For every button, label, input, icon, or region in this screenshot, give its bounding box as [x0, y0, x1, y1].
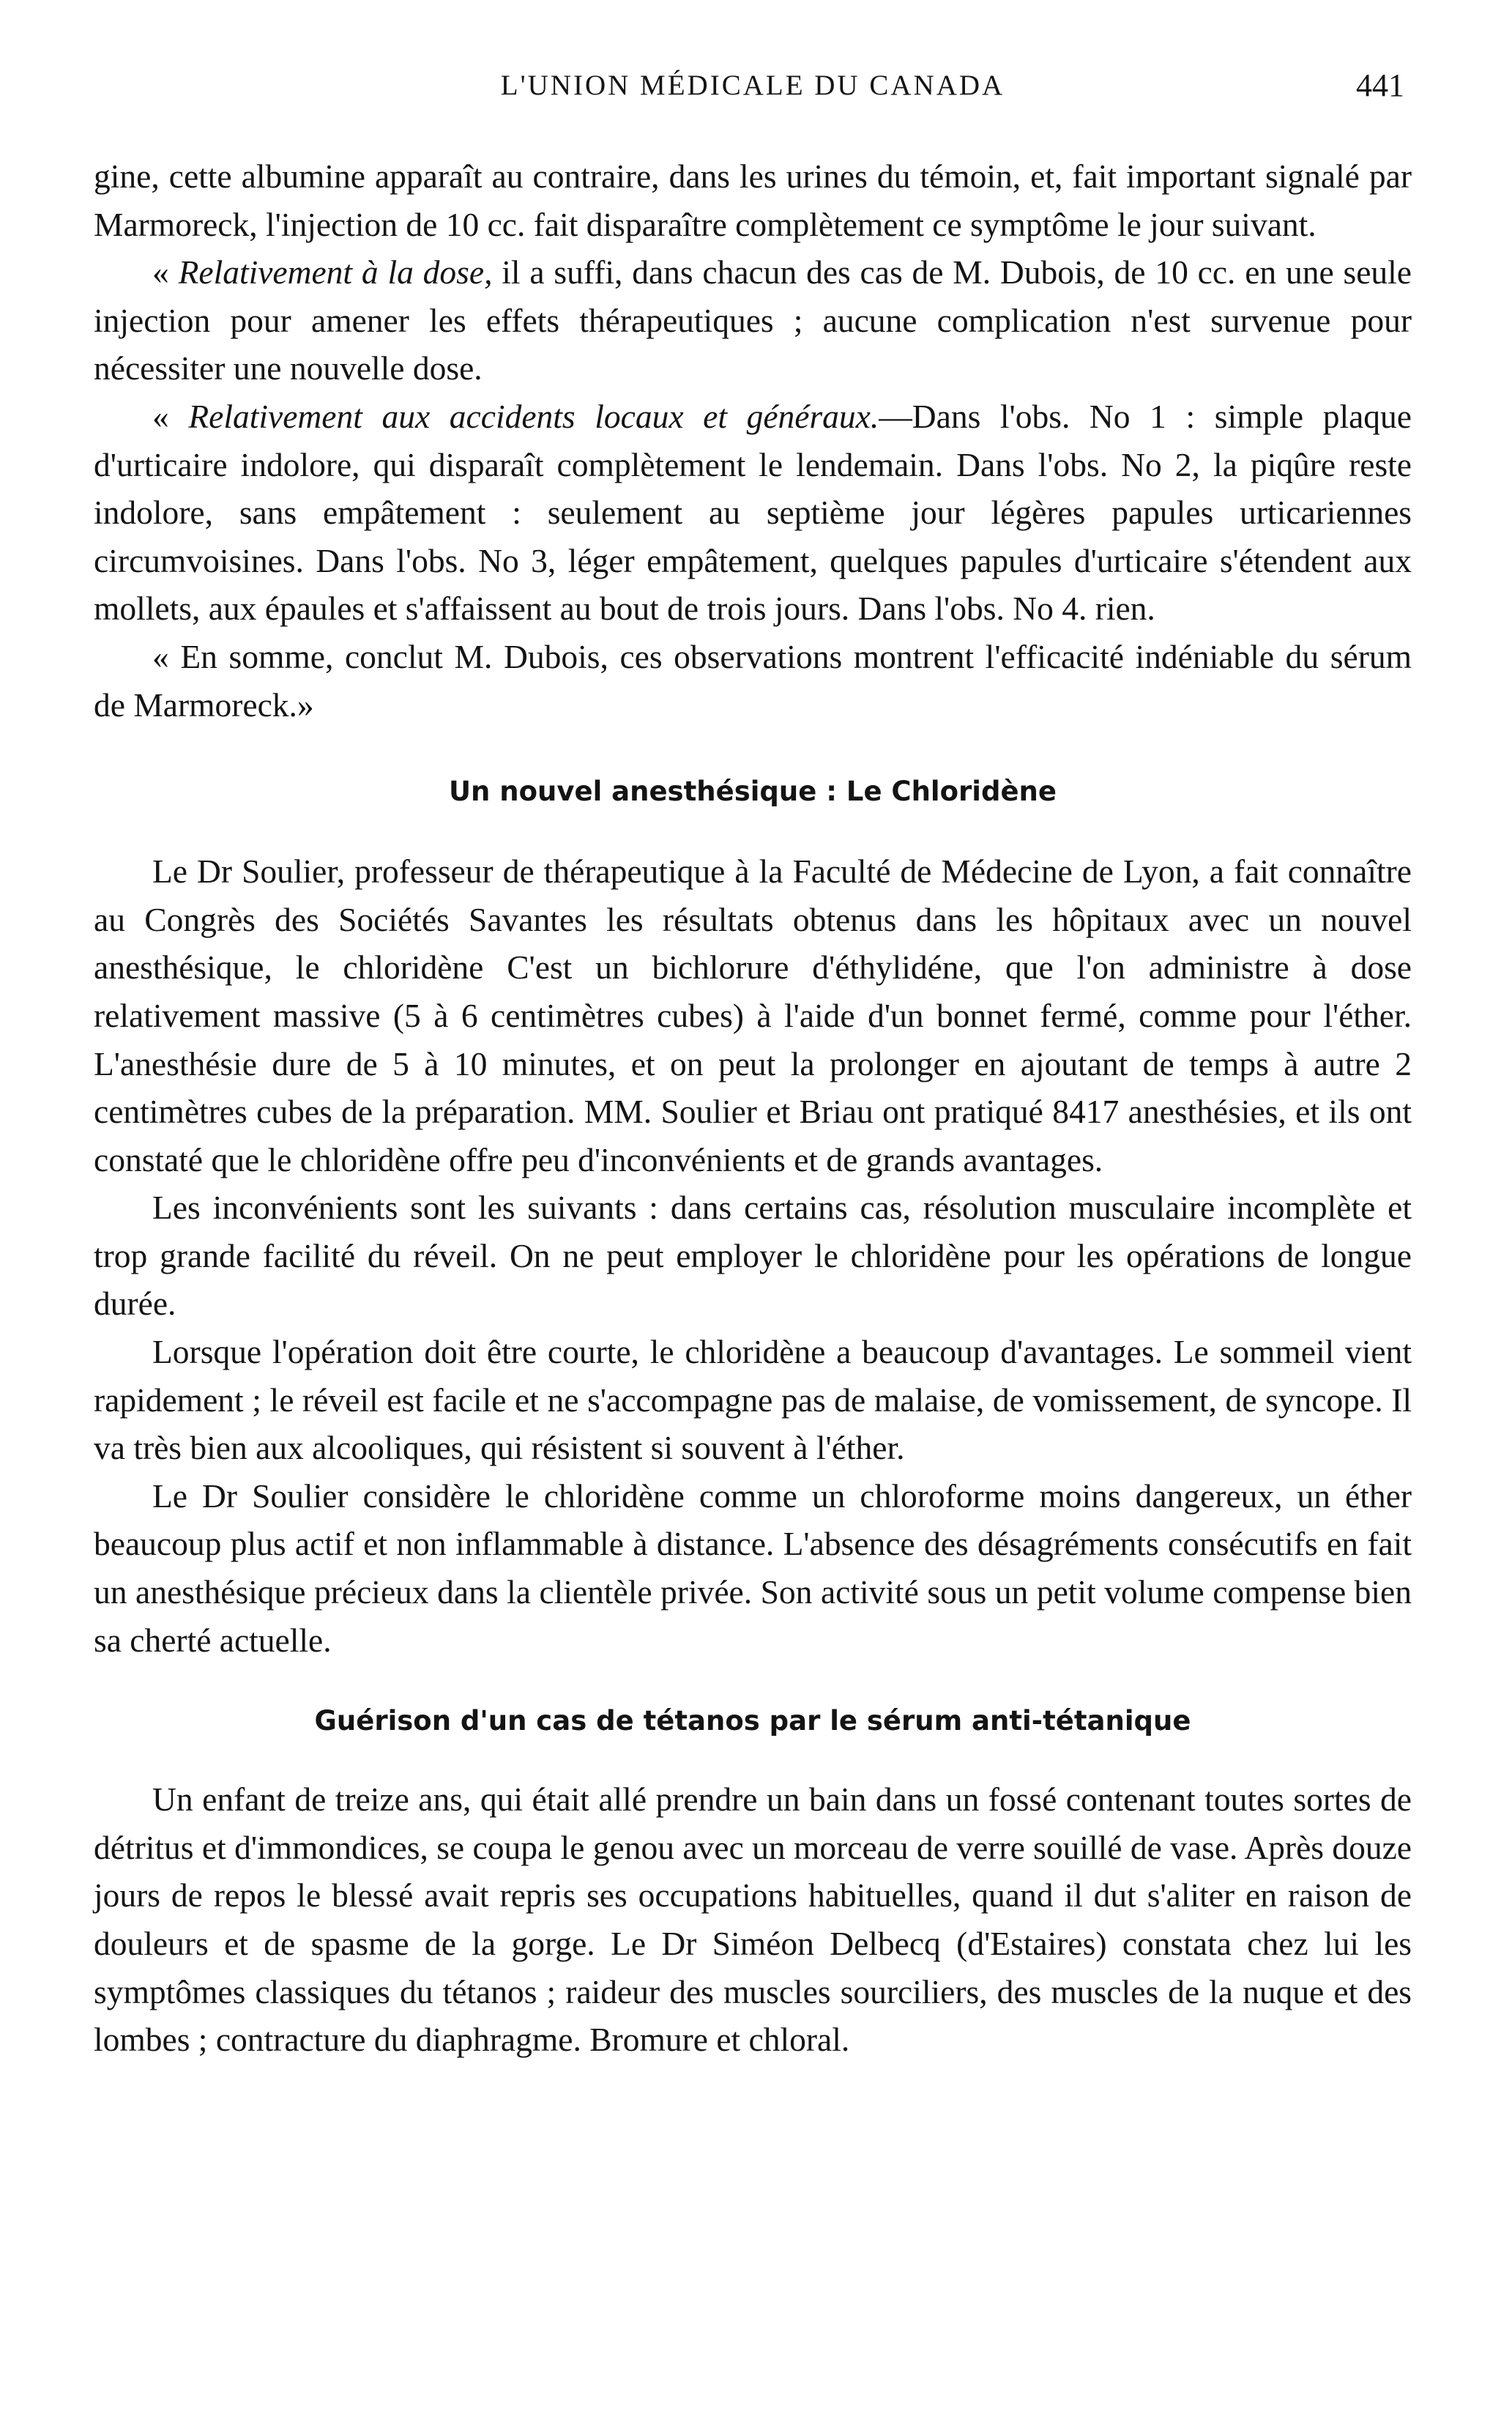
- paragraph: [94, 1184, 1412, 1328]
- text-run: il a suffi, dans chacun des cas de M. Dubois, de 10 cc. en une seule injection pour amener les effets thérapeutiques ; aucune complication n'est survenue pour nécessiter une nouvelle dose.: [94, 253, 1412, 387]
- section-heading: Un nouvel anesthésique : Le Chloridène: [449, 776, 1057, 808]
- paragraph: [94, 1775, 1412, 2064]
- page-number: 441: [1356, 67, 1404, 103]
- text-run: gine, cette albumine apparaît au contraire, dans les urines du témoin, et, fait important signalé par Marmoreck, l'injection de 10 cc. fait disparaître complètement ce symptôme le jour suivant.: [94, 157, 1412, 243]
- section-chloridene: [94, 770, 1412, 1664]
- text-run: Le Dr Soulier, professeur de thérapeutique à la Faculté de Médecine de Lyon, a fait connaître au Congrès des Sociétés Savantes les résultats obtenus dans les hôpitaux avec un nouvel anesthésique, le chloridène C'est un bichlorure d'éthylidéne, que l'on administre à dose relativement massive (5 à 6 centimètres cubes) à l'aide d'un bonnet fermé, comme pour l'éther. L'anesthésie dure de 5 à 10 minutes, et on peut la prolonger en ajoutant de temps à autre 2 centimètres cubes de la préparation. MM. Soulier et Briau ont pratiqué 8417 anesthésies, et ils ont constaté que le chloridène offre peu d'inconvénients et de grands avantages.: [94, 853, 1412, 1178]
- paragraph: [94, 393, 1412, 633]
- text-run: Le Dr Soulier considère le chloridène comme un chloroforme moins dangereux, un éther beaucoup plus actif et non inflammable à distance. L'absence des désagréments consécutifs en fait un anesthésique précieux dans la clientèle privée. Son activité sous un petit volume compense bien sa cherté actuelle.: [94, 1477, 1412, 1659]
- text-run: —Dans l'obs. No 1 : simple plaque d'urticaire indolore, qui disparaît complètement le lendemain. Dans l'obs. No 2, la piqûre reste indolore, sans empâtement : seulement au septième jour légères papules urticariennes circumvoisines. Dans l'obs. No 3, léger empâtement, quelques papules d'urticaire s'étendent aux mollets, aux épaules et s'affaissent au bout de trois jours. Dans l'obs. No 4. rien.: [94, 397, 1412, 628]
- paragraph: [94, 1328, 1412, 1472]
- section-tetanos: [94, 1699, 1412, 2064]
- article-body: [94, 152, 1412, 2064]
- italic-text-run: Relativement à la dose,: [178, 253, 493, 291]
- text-run: Un enfant de treize ans, qui était allé prendre un bain dans un fossé contenant toutes sortes de détritus et d'immondices, se coupa le genou avec un morceau de verre souillé de vase. Après douze jours de repos le blessé avait repris ses occupations habituelles, quand il dut s'aliter en raison de douleurs et de spasme de la gorge. Le Dr Siméon Delbecq (d'Estaires) constata chez lui les symptômes classiques du tétanos ; raideur des muscles sourciliers, des muscles de la nuque et des lombes ; contracture du diaphragme. Bromure et chloral.: [94, 1780, 1412, 2059]
- text-run: «: [152, 397, 189, 435]
- paragraph: [94, 1472, 1412, 1664]
- paragraph: [94, 152, 1412, 248]
- italic-text-run: Relativement aux accidents locaux et généraux.: [188, 397, 879, 435]
- running-head: [94, 60, 1412, 111]
- section-heading: Guérison d'un cas de tétanos par le sérum anti-tétanique: [314, 1705, 1191, 1737]
- paragraph: [94, 847, 1412, 1184]
- paragraph: [94, 248, 1412, 393]
- paragraph: [94, 633, 1412, 729]
- text-run: « En somme, conclut M. Dubois, ces observations montrent l'efficacité indéniable du sérum de Marmoreck.»: [94, 637, 1412, 724]
- text-run: Lorsque l'opération doit être courte, le chloridène a beaucoup d'avantages. Le sommeil vient rapidement ; le réveil est facile et ne s'accompagne pas de malaise, de vomissement, de syncope. Il va très bien aux alcooliques, qui résistent si souvent à l'éther.: [94, 1333, 1412, 1467]
- text-run: Les inconvénients sont les suivants : dans certains cas, résolution musculaire incomplète et trop grande facilité du réveil. On ne peut employer le chloridène pour les opérations de longue durée.: [94, 1189, 1412, 1323]
- text-run: «: [152, 253, 179, 291]
- section-serum-marmoreck: [94, 152, 1412, 729]
- journal-title: L'UNION MÉDICALE DU CANADA: [500, 70, 1005, 101]
